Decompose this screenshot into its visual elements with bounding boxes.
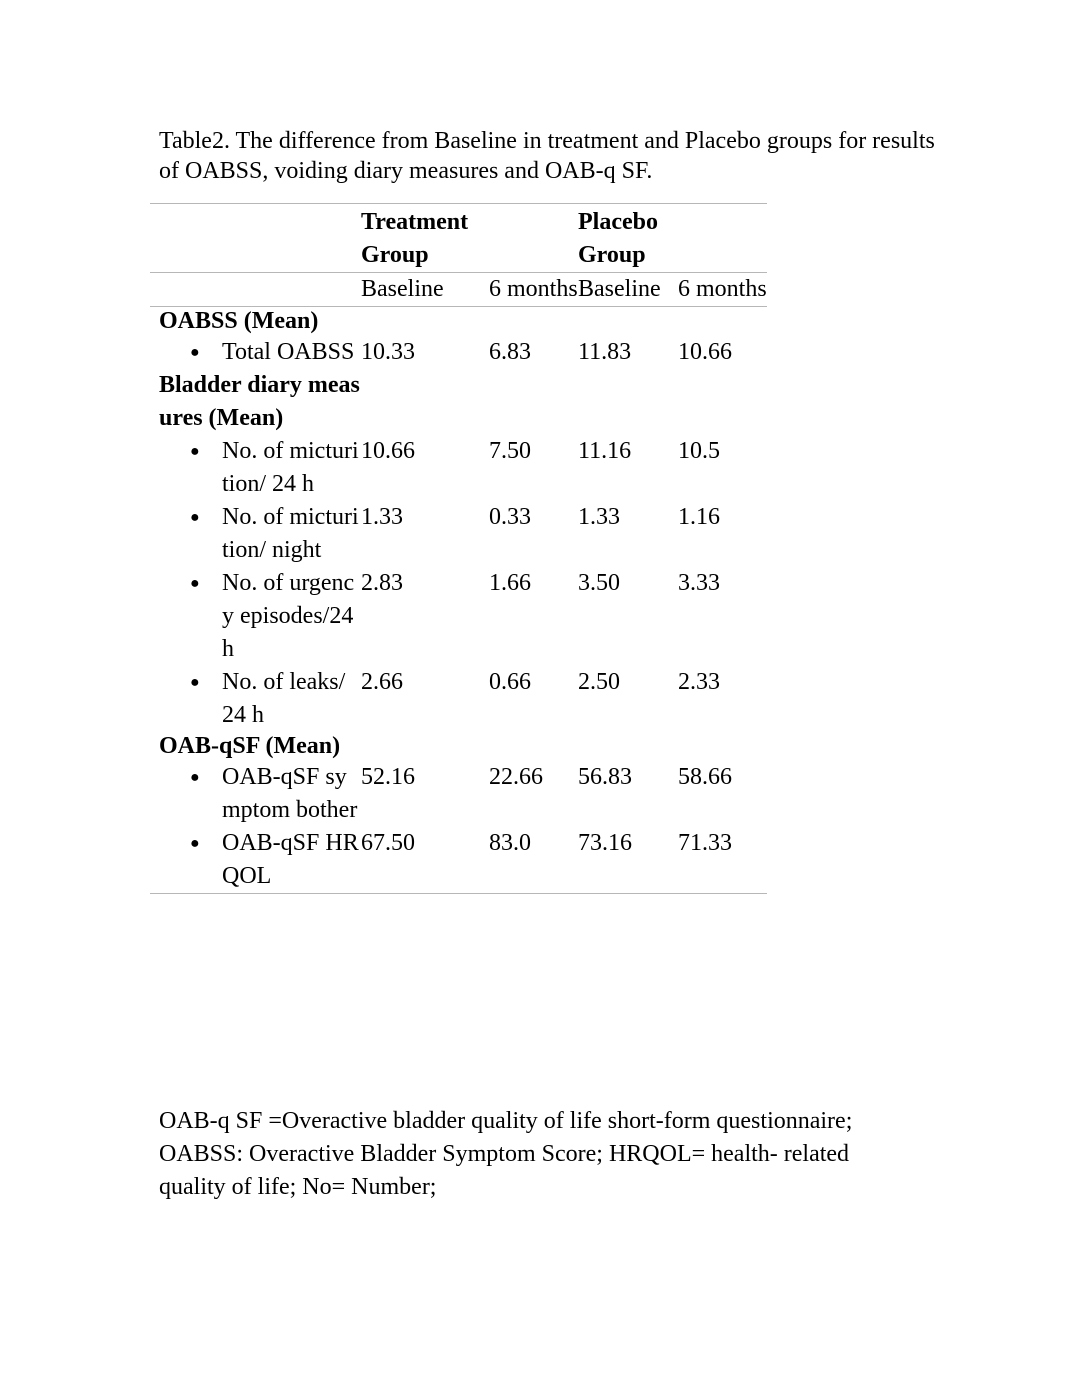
table-caption: Table2. The difference from Baseline in treatment and Placebo groups for results of OABSS, voiding diary measures and OAB-q SF. (159, 128, 935, 184)
table-cell: 58.66 (678, 764, 732, 790)
table-cell: 2.50 (578, 669, 620, 695)
table-cell: 0.66 (489, 669, 531, 695)
placebo-baseline-header: Baseline (578, 273, 678, 307)
results-table (150, 203, 767, 894)
table-cell: 1.33 (361, 504, 403, 530)
placebo-group-header: Placebo Group (578, 204, 678, 273)
section-title: OAB-qSF (Mean) (159, 733, 341, 759)
row-label: ● No. of micturition/ 24 h (150, 435, 361, 501)
table-cell: 71.33 (678, 827, 767, 894)
table-cell: 1.16 (678, 504, 720, 530)
table-cell: 10.66 (361, 438, 415, 464)
sub-header-row (150, 273, 767, 307)
table-cell: 83.0 (489, 827, 578, 894)
section-row-bladder-diary (150, 369, 767, 435)
table-cell: 2.66 (361, 669, 403, 695)
table-cell: 10.5 (678, 438, 720, 464)
table-cell: 1.66 (489, 570, 531, 596)
table-row (150, 501, 767, 567)
treatment-baseline-header: Baseline (361, 273, 489, 307)
table-row (150, 435, 767, 501)
table-cell: 22.66 (489, 764, 543, 790)
table-row (150, 567, 767, 666)
group-header-cell (150, 204, 361, 273)
treatment-group-header: Treatment Group (361, 204, 489, 273)
placebo-6-months-header: 6 months (678, 273, 767, 307)
group-header-cell (489, 204, 578, 273)
section-row-oabss (150, 307, 767, 337)
row-label: ● No. of urgency episodes/24 h (150, 567, 361, 666)
table-footnote: OAB-q SF =Overactive bladder quality of life short-form questionnaire; OABSS: Overactive Bladder Symptom Score; HRQOL= health- related quality of life; No= Number; (159, 1108, 853, 1200)
table-cell: 1.33 (578, 504, 620, 530)
table-cell: 7.50 (489, 438, 531, 464)
table-cell: 10.33 (361, 339, 415, 365)
table-cell: 2.83 (361, 570, 403, 596)
section-spacer (361, 369, 767, 435)
table-cell: 73.16 (578, 827, 678, 894)
section-title: Bladder diary measures (Mean) (159, 372, 360, 431)
table-cell: 3.50 (578, 570, 620, 596)
table-row (150, 666, 767, 732)
table-cell: 11.83 (578, 339, 632, 365)
section-row-oab-qsf (150, 732, 767, 761)
group-header-cell (678, 204, 767, 273)
table-cell: 56.83 (578, 764, 632, 790)
table-cell: 11.16 (578, 438, 632, 464)
table-cell: 3.33 (678, 570, 720, 596)
table-cell: 67.50 (361, 827, 489, 894)
table-row (150, 336, 767, 369)
row-label: ● No. of leaks/ 24 h (150, 666, 361, 732)
table-cell: 10.66 (678, 339, 732, 365)
treatment-6-months-header: 6 months (489, 273, 578, 307)
table-cell: 52.16 (361, 764, 415, 790)
row-label: ● No. of micturition/ night (150, 501, 361, 567)
table-cell: 6.83 (489, 339, 531, 365)
table-row (150, 827, 767, 894)
section-title: OABSS (Mean) (150, 307, 767, 337)
group-header-row (150, 204, 767, 273)
table-cell: 0.33 (489, 504, 531, 530)
row-label: ● Total OABSS (150, 336, 361, 369)
row-label: ● OAB-qSF symptom bother (150, 761, 361, 827)
sub-header-cell (150, 273, 361, 307)
table-row (150, 761, 767, 827)
table-cell: 2.33 (678, 669, 720, 695)
row-label: ● OAB-qSF HRQOL (150, 827, 361, 894)
